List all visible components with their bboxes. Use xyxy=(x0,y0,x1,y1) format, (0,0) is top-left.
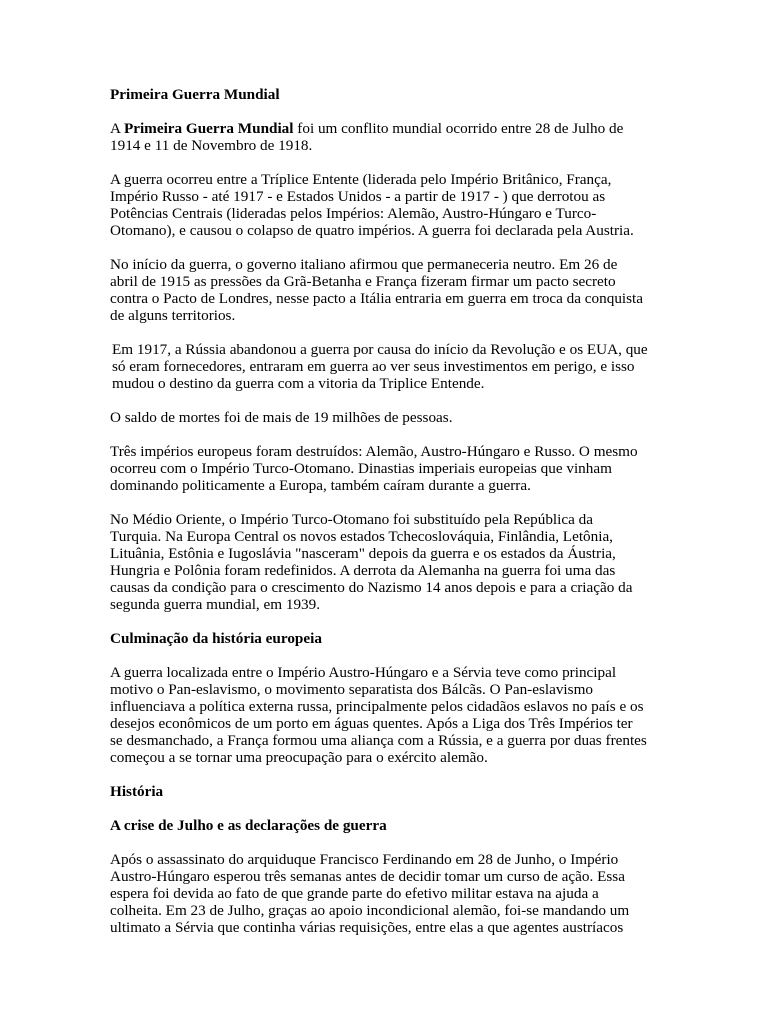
paragraph-line: A guerra localizada entre o Império Austro-Húngaro e a Sérvia teve como principal xyxy=(110,664,617,681)
paragraph-line: começou a se tornar uma preocupação para o exército alemão. xyxy=(110,749,488,766)
paragraph-crise xyxy=(110,851,668,936)
paragraph-line: Em 1917, a Rússia abandonou a guerra por causa do início da Revolução e os EUA, que xyxy=(112,341,648,358)
intro-line-1 xyxy=(110,120,668,137)
intro-paragraph xyxy=(110,120,668,154)
paragraph-line: causas da condição para o crescimento do Nazismo 14 anos depois e para a criação da xyxy=(110,579,633,596)
paragraph-russia xyxy=(112,341,668,392)
paragraph-line: mudou o destino da guerra com a vitoria da Triplice Entende. xyxy=(112,375,485,392)
intro-line-1-rest: foi um conflito mundial ocorrido entre 28 de Julho de xyxy=(293,120,624,137)
intro-bold-term: Primeira Guerra Mundial xyxy=(123,120,294,137)
paragraph-line: só eram fornecedores, entraram em guerra ao ver seus investimentos em perigo, e isso xyxy=(112,358,635,375)
paragraph-entente xyxy=(110,171,668,239)
paragraph-line: Austro-Húngaro esperou três semanas antes de decidir tomar um curso de ação. Essa xyxy=(110,868,625,885)
paragraph-line: espera foi devida ao fato de que grande parte do efetivo militar estava na ajuda a xyxy=(110,885,599,902)
paragraph-line: Após o assassinato do arquiduque Francisco Ferdinando em 28 de Junho, o Império xyxy=(110,851,619,868)
paragraph-line: No Médio Oriente, o Império Turco-Otomano foi substituído pela República da xyxy=(110,511,593,528)
paragraph-line: segunda guerra mundial, em 1939. xyxy=(110,596,321,613)
paragraph-line: Hungria e Polônia foram redefinidos. A derrota da Alemanha na guerra foi uma das xyxy=(110,562,616,579)
paragraph-middle-east xyxy=(110,511,668,613)
paragraph-line: O saldo de mortes foi de mais de 19 milhões de pessoas. xyxy=(110,409,453,426)
paragraph-line: colheita. Em 23 de Julho, graças ao apoio incondicional alemão, foi-se mandando um xyxy=(110,902,630,919)
paragraph-line: ultimato a Sérvia que continha várias requisições, entre elas a que agentes austríacos xyxy=(110,919,624,936)
intro-line-2: 1914 e 11 de Novembro de 1918. xyxy=(110,137,313,154)
paragraph-line: abril de 1915 as pressões da Grã-Betanha e França fizeram firmar um pacto secreto xyxy=(110,273,616,290)
paragraph-line: se desmanchado, a França formou uma aliança com a Rússia, e a guerra por duas frentes xyxy=(110,732,647,749)
paragraph-culminacao xyxy=(110,664,668,766)
paragraph-line: A guerra ocorreu entre a Tríplice Entente (liderada pelo Império Britânico, França, xyxy=(110,171,612,188)
paragraph-line: Turquia. Na Europa Central os novos estados Tchecoslováquia, Finlândia, Letônia, xyxy=(110,528,613,545)
paragraph-line: Otomano), e causou o colapso de quatro impérios. A guerra foi declarada pela Austria. xyxy=(110,222,634,239)
paragraph-line: desejos econômicos de um porto em águas quentes. Após a Liga dos Três Impérios ter xyxy=(110,715,633,732)
section-heading-crise: A crise de Julho e as declarações de guerra xyxy=(110,817,387,834)
paragraph-line: dominando politicamente a Europa, também caíram durante a guerra. xyxy=(110,477,531,494)
paragraph-line: ocorreu com o Império Turco-Otomano. Dinastias imperiais europeias que vinham xyxy=(110,460,612,477)
paragraph-line: motivo o Pan-eslavismo, o movimento separatista dos Bálcãs. O Pan-eslavismo xyxy=(110,681,593,698)
section-heading-historia: História xyxy=(110,783,164,800)
paragraph-line: Três impérios europeus foram destruídos: Alemão, Austro-Húngaro e Russo. O mesmo xyxy=(110,443,638,460)
paragraph-line: No início da guerra, o governo italiano afirmou que permaneceria neutro. Em 26 de xyxy=(110,256,618,273)
paragraph-line: influenciava a política externa russa, principalmente pelos cidadãos eslavos no país e os xyxy=(110,698,644,715)
paragraph-deaths xyxy=(110,409,668,426)
paragraph-line: Império Russo - até 1917 - e Estados Unidos - a partir de 1917 - ) que derrotou as xyxy=(110,188,606,205)
paragraph-line: contra o Pacto de Londres, nesse pacto a Itália entraria em guerra em troca da conquista xyxy=(110,290,644,307)
document-title: Primeira Guerra Mundial xyxy=(110,86,280,103)
intro-prefix: A xyxy=(110,120,124,137)
section-heading-culminacao: Culminação da história europeia xyxy=(110,630,322,647)
paragraph-line: Potências Centrais (lideradas pelos Impérios: Alemão, Austro-Húngaro e Turco- xyxy=(110,205,597,222)
paragraph-italy xyxy=(110,256,668,324)
paragraph-line: Lituânia, Estônia e Iugoslávia "nasceram" depois da guerra e os estados da Áustria, xyxy=(110,545,616,562)
paragraph-line: de alguns territorios. xyxy=(110,307,236,324)
paragraph-empires xyxy=(110,443,668,494)
